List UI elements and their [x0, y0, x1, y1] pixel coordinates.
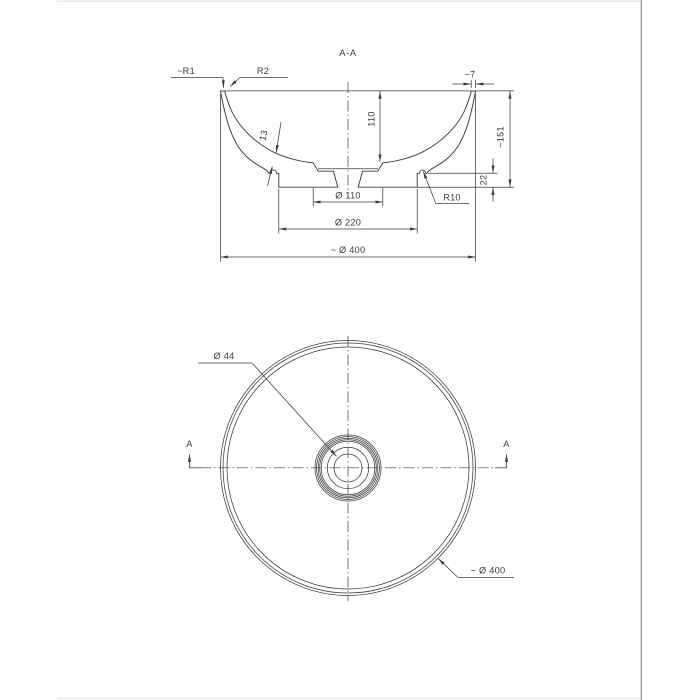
- dim-dia220-label: Ø 220: [334, 217, 362, 228]
- dim-7-label: ~7: [464, 69, 476, 80]
- dim-plan-dia400-label: ~ Ø 400: [470, 565, 506, 576]
- dim-151-label: ~151: [495, 126, 506, 148]
- dim-r10-label: R10: [443, 192, 461, 203]
- dim-r1-label: ~R1: [177, 66, 195, 76]
- section-cut-marker-right: [495, 439, 510, 468]
- dim-dia44-label: Ø 44: [213, 351, 235, 361]
- basin-cross-section-left: [220, 91, 337, 187]
- section-title: A-A: [339, 47, 357, 58]
- dim-overall-height: [417, 91, 514, 187]
- dim-13-label: 13: [257, 129, 270, 142]
- dim-110-label: 110: [366, 111, 377, 127]
- section-cut-marker-left: [186, 439, 201, 468]
- dim-radius-inner-rim: [230, 66, 288, 86]
- dim-22-label: 22: [478, 174, 489, 186]
- section-marker-right-label: A: [503, 439, 510, 449]
- dim-radius-outer-rim: [171, 66, 224, 88]
- dim-rim-thickness: [453, 70, 495, 89]
- section-view: [171, 47, 514, 262]
- dim-dia110-label: Ø 110: [335, 190, 361, 201]
- dim-inner-depth: [367, 91, 381, 162]
- basin-cross-section-right: [358, 91, 475, 187]
- dim-drain-recess-diameter: [313, 188, 383, 207]
- dim-plan-outer-diameter: [438, 559, 514, 578]
- dim-dia400-label: ~ Ø 400: [330, 245, 366, 255]
- plan-view: [186, 336, 514, 601]
- dim-r2-label: R2: [256, 66, 270, 76]
- dim-drain-hole-diameter: [198, 351, 336, 456]
- section-marker-left-label: A: [186, 439, 193, 449]
